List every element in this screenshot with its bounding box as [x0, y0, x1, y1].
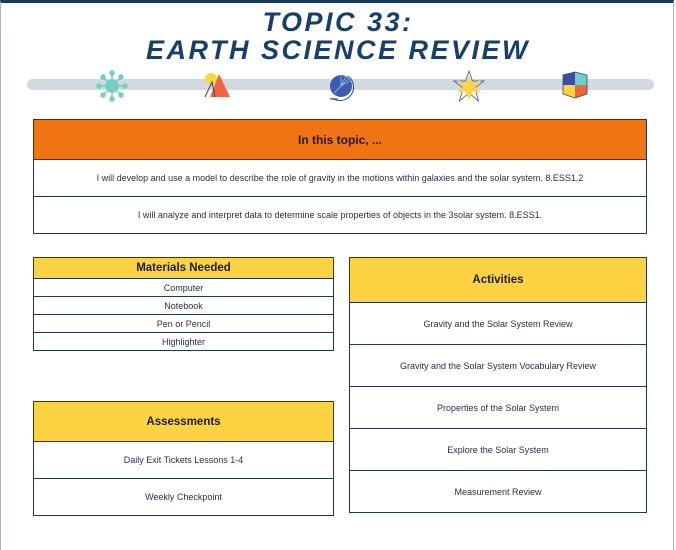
material-item: Highlighter — [34, 333, 334, 351]
page-title — [0, 8, 676, 64]
activities-header: Activities — [350, 258, 647, 303]
material-item: Pen or Pencil — [34, 315, 334, 333]
assessment-item: Daily Exit Tickets Lessons 1-4 — [34, 442, 334, 479]
material-item: Notebook — [34, 297, 334, 315]
activities-table — [349, 257, 647, 513]
title-line-1: TOPIC 33: — [262, 7, 414, 37]
assessments-header: Assessments — [34, 402, 334, 442]
activity-item: Gravity and the Solar System Vocabulary Review — [350, 345, 647, 387]
objective-row: I will develop and use a model to describe the role of gravity in the motions within galaxies and the solar system. 8.ESS1.2 — [34, 160, 647, 197]
topic-objectives-table — [33, 119, 647, 234]
material-item: Computer — [34, 279, 334, 297]
assessments-table — [33, 401, 334, 516]
materials-header: Materials Needed — [34, 258, 334, 279]
assessment-item: Weekly Checkpoint — [34, 479, 334, 516]
star-burst-icon — [452, 70, 486, 104]
activity-item: Gravity and the Solar System Review — [350, 303, 647, 345]
globe-compass-icon — [326, 72, 356, 102]
activity-item: Measurement Review — [350, 471, 647, 513]
topic-header: In this topic, ... — [34, 120, 647, 160]
virus-molecule-icon — [96, 70, 128, 102]
sun-mountain-icon — [202, 70, 232, 100]
objective-row: I will analyze and interpret data to determine scale properties of objects in the 3solar system. 8.ESS1. — [34, 197, 647, 234]
materials-table — [33, 257, 334, 351]
activity-item: Explore the Solar System — [350, 429, 647, 471]
activity-item: Properties of the Solar System — [350, 387, 647, 429]
cube-blocks-icon — [561, 71, 589, 99]
title-line-2: EARTH SCIENCE REVIEW — [145, 35, 531, 65]
